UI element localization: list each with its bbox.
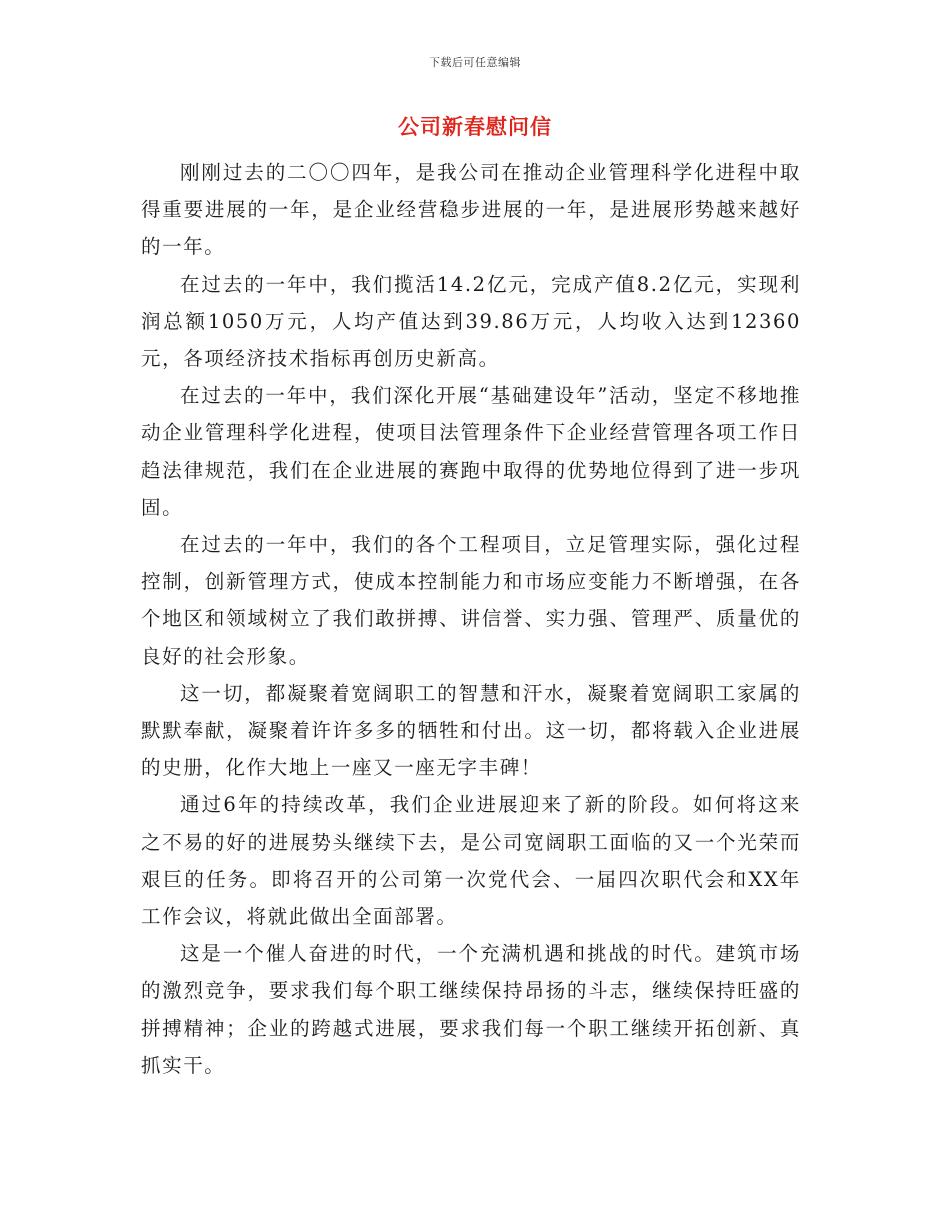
document-title: 公司新春慰问信 — [398, 114, 552, 139]
paragraph: 通过6年的持续改革，我们企业进展迎来了新的阶段。如何将这来之不易的好的进展势头继续下去，是公司宽阔职工面临的又一个光荣而艰巨的任务。即将召开的公司第一次党代会、一届四次职代会和XX年工作会议，将就此做出全面部署。 — [141, 793, 801, 929]
header-note: 下载后可任意编辑 — [429, 56, 521, 69]
paragraph: 在过去的一年中，我们揽活14.2亿元，完成产值8.2亿元，实现利润总额1050万元，人均产值达到39.86万元，人均收入达到12360元，各项经济技术指标再创历史新高。 — [141, 272, 801, 371]
letter-body — [141, 154, 801, 1084]
paragraph: 刚刚过去的二〇〇四年，是我公司在推动企业管理科学化进程中取得重要进展的一年，是企业经营稳步进展的一年，是进展形势越来越好的一年。 — [141, 161, 801, 259]
paragraph: 这一切，都凝聚着宽阔职工的智慧和汗水，凝聚着宽阔职工家属的默默奉献，凝聚着许许多多的牺牲和付出。这一切，都将载入企业进展的史册，化作大地上一座又一座无字丰碑！ — [141, 681, 801, 780]
paragraph: 这是一个催人奋进的时代，一个充满机遇和挑战的时代。建筑市场的激烈竞争，要求我们每个职工继续保持昂扬的斗志，继续保持旺盛的拼搏精神；企业的跨越式进展，要求我们每一个职工继续开拓创新、真抓实干。 — [141, 942, 801, 1077]
paragraph: 在过去的一年中，我们深化开展“基础建设年”活动，坚定不移地推动企业管理科学化进程，使项目法管理条件下企业经营管理各项工作日趋法律规范，我们在企业进展的赛跑中取得的优势地位得到了进一步巩固。 — [141, 384, 801, 519]
paragraph: 在过去的一年中，我们的各个工程项目，立足管理实际，强化过程控制，创新管理方式，使成本控制能力和市场应变能力不断增强，在各个地区和领域树立了我们敢拼搏、讲信誉、实力强、管理严、质量优的良好的社会形象。 — [141, 533, 801, 668]
